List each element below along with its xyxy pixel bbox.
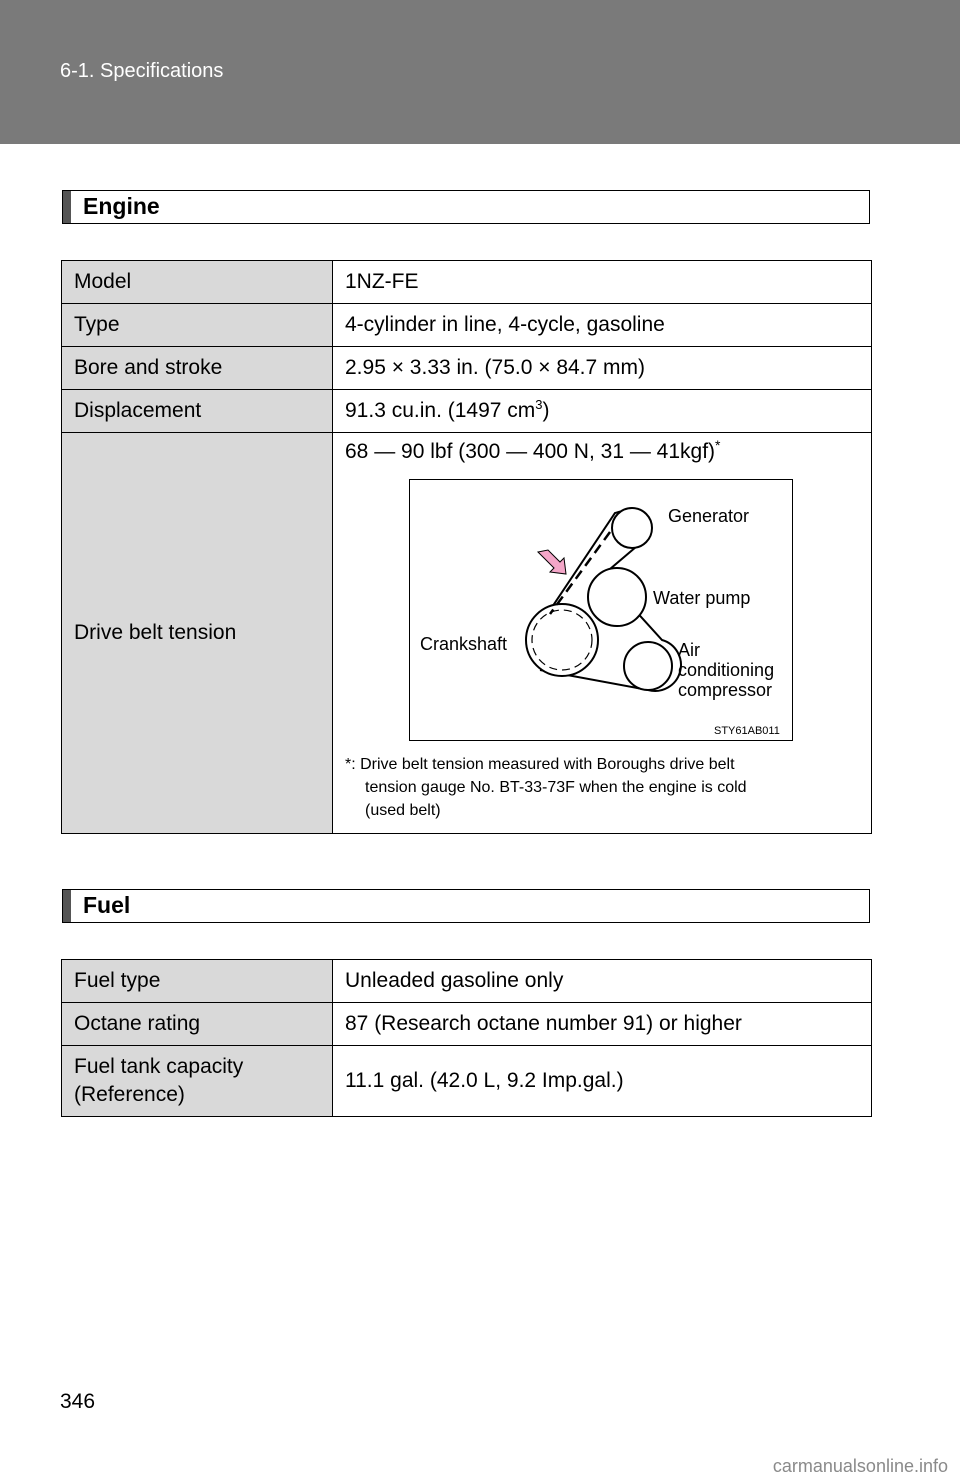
crankshaft-pulley bbox=[526, 604, 598, 676]
row-value: 87 (Research octane number 91) or higher bbox=[333, 1003, 872, 1046]
row-value: 2.95 × 3.33 in. (75.0 × 84.7 mm) bbox=[333, 347, 872, 390]
table-row bbox=[62, 390, 872, 433]
displacement-value: 91.3 cu.in. (1497 cm bbox=[345, 399, 536, 422]
section-title: 6-1. Specifications bbox=[60, 60, 224, 82]
watermark: carmanualsonline.info bbox=[772, 1456, 948, 1476]
generator-pulley bbox=[612, 508, 652, 548]
footnote-line2: tension gauge No. BT-33-73F when the engine is cold bbox=[365, 779, 747, 796]
heading-bar bbox=[63, 890, 71, 922]
ac-label-line3: compressor bbox=[678, 680, 773, 700]
table-row bbox=[62, 347, 872, 390]
row-label: Displacement bbox=[62, 390, 333, 433]
row-value: 11.1 gal. (42.0 L, 9.2 Imp.gal.) bbox=[333, 1046, 872, 1117]
row-label: Drive belt tension bbox=[62, 433, 333, 834]
belt-diagram bbox=[409, 479, 793, 741]
ac-compressor-pulley bbox=[624, 642, 672, 690]
engine-heading bbox=[62, 190, 870, 224]
table-row bbox=[62, 433, 872, 834]
row-value: Unleaded gasoline only bbox=[333, 960, 872, 1003]
tank-label-line2: (Reference) bbox=[74, 1083, 185, 1106]
belt-tension-text: 68 — 90 lbf (300 — 400 N, 31 — 41kgf) bbox=[345, 440, 716, 463]
belt-diagram-svg bbox=[410, 480, 792, 740]
row-label: Model bbox=[62, 261, 333, 304]
table-row bbox=[62, 1046, 872, 1117]
water-pump-pulley bbox=[588, 568, 646, 626]
fuel-heading-text: Fuel bbox=[83, 892, 131, 918]
row-label: Fuel type bbox=[62, 960, 333, 1003]
heading-bar bbox=[63, 191, 71, 223]
row-label: Bore and stroke bbox=[62, 347, 333, 390]
row-value: 1NZ-FE bbox=[333, 261, 872, 304]
table-row bbox=[62, 960, 872, 1003]
footnote-line1: *: Drive belt tension measured with Boroughs drive belt bbox=[345, 756, 735, 773]
fuel-heading bbox=[62, 889, 870, 923]
water-pump-label: Water pump bbox=[653, 588, 751, 608]
footnote-star: * bbox=[715, 437, 721, 453]
table-row bbox=[62, 304, 872, 347]
table-row bbox=[62, 261, 872, 304]
ac-label-line2: conditioning bbox=[678, 660, 775, 680]
row-label: Octane rating bbox=[62, 1003, 333, 1046]
engine-heading-text: Engine bbox=[83, 193, 160, 219]
row-value bbox=[333, 390, 872, 433]
row-value: 4-cylinder in line, 4-cycle, gasoline bbox=[333, 304, 872, 347]
engine-spec-table bbox=[61, 260, 872, 834]
arrow-icon bbox=[538, 550, 566, 574]
superscript: 3 bbox=[535, 397, 543, 412]
belt-tension-value bbox=[345, 439, 859, 465]
ac-label-line1: Air bbox=[678, 640, 700, 660]
page-header bbox=[0, 0, 960, 144]
row-label: Type bbox=[62, 304, 333, 347]
generator-label: Generator bbox=[668, 506, 750, 526]
tank-label-line1: Fuel tank capacity bbox=[74, 1055, 244, 1078]
crankshaft-label: Crankshaft bbox=[420, 634, 508, 654]
row-value bbox=[333, 433, 872, 834]
page-number: 346 bbox=[60, 1390, 96, 1413]
table-row bbox=[62, 1003, 872, 1046]
footnote-line3: (used belt) bbox=[365, 802, 441, 819]
belt-footnote bbox=[345, 753, 859, 822]
fuel-spec-table bbox=[61, 959, 872, 1117]
diagram-code: STY61AB011 bbox=[714, 725, 780, 737]
row-label bbox=[62, 1046, 333, 1117]
displacement-close: ) bbox=[542, 399, 550, 422]
